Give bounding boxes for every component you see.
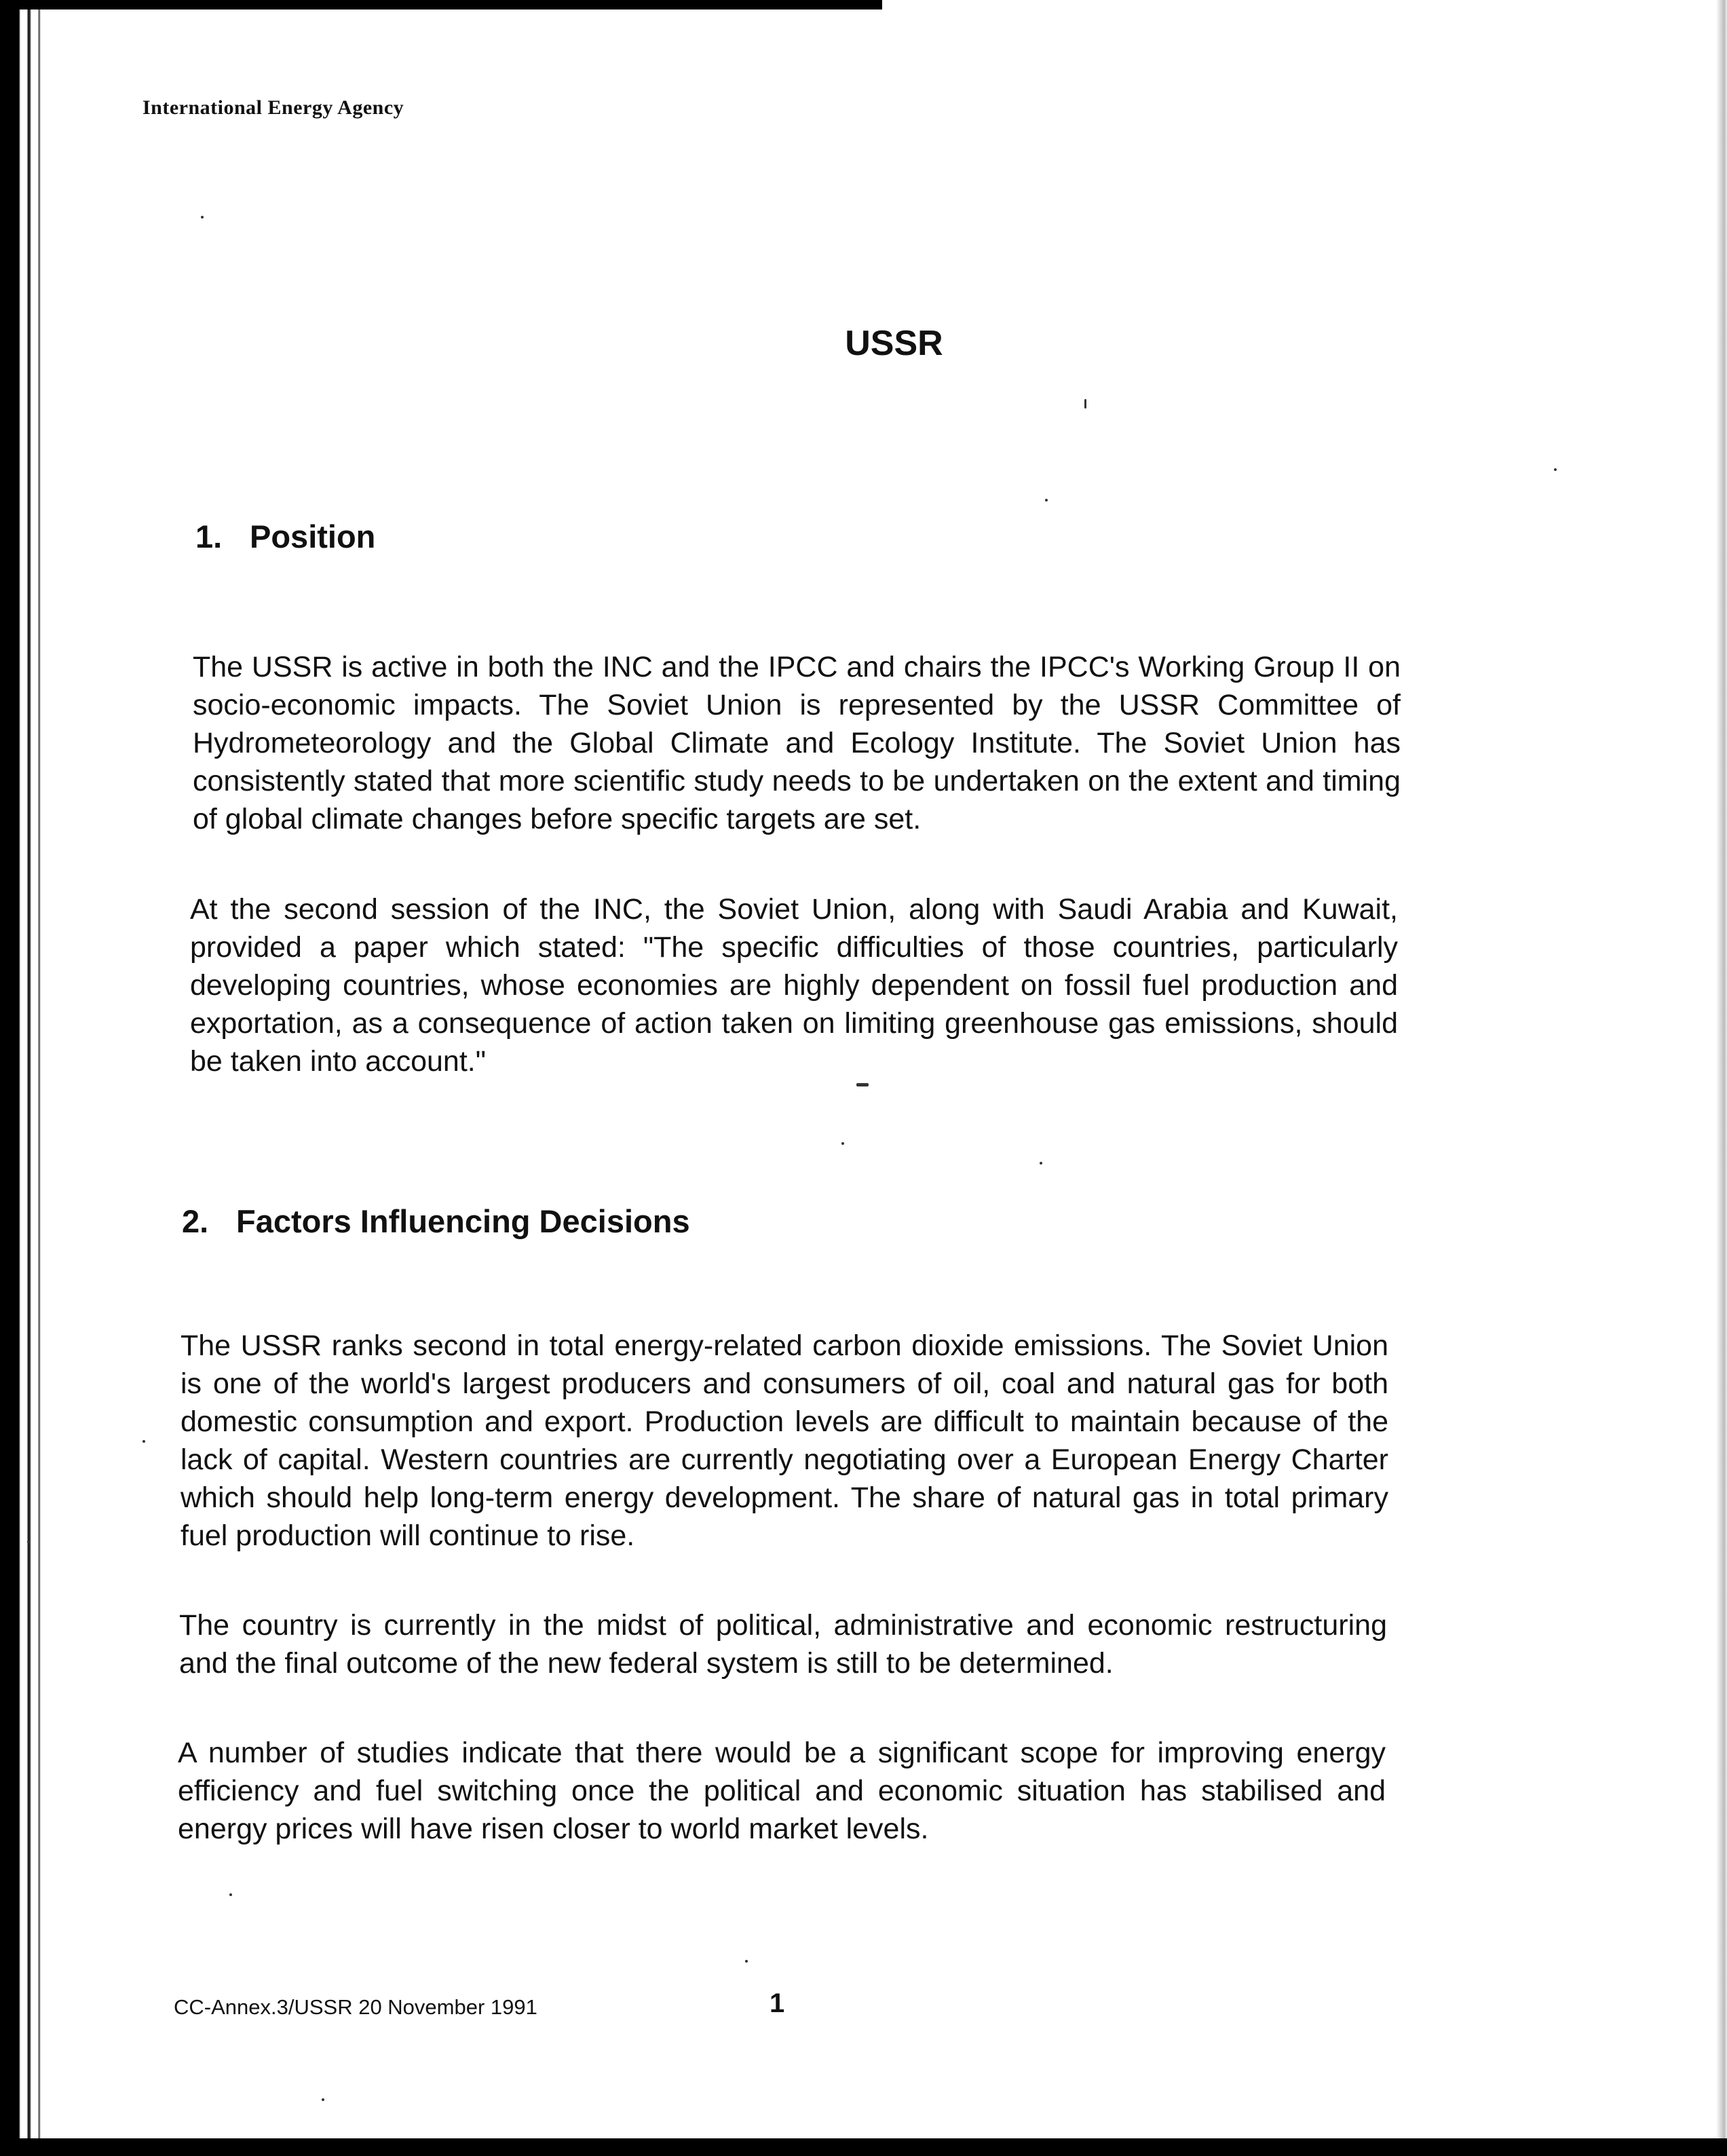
section-title: Position — [250, 518, 376, 554]
paragraph: The USSR is active in both the INC and the IPCC and chairs the IPCC's Working Group II on socio-economic impacts. The Soviet Union is represented by the USSR Committee of Hydrometeorology and the Global Climate and Ecology Institute. The Soviet Union has consistently stated that more scientific study needs to be undertaken on the extent and timing of global climate changes before specific targets are set. — [193, 651, 1401, 835]
paragraph: The country is currently in the midst of political, administrative and economic restructuring and the final outcome of the new federal system is still to be determined. — [179, 1609, 1387, 1680]
section-title: Factors Influencing Decisions — [236, 1203, 690, 1239]
scan-speck — [201, 216, 204, 219]
page-title: USSR — [845, 324, 943, 363]
section-heading-position — [195, 518, 375, 555]
agency-header: International Energy Agency — [143, 96, 404, 119]
scan-speck — [841, 1142, 844, 1145]
scan-speck — [1084, 399, 1086, 409]
scan-speck — [143, 1440, 145, 1443]
scan-speck — [745, 1960, 748, 1963]
scan-speck — [1554, 468, 1557, 471]
paragraph: A number of studies indicate that there would be a significant scope for improving energy efficiency and fuel switching once the political and economic situation has stabilised and energy prices will have risen closer to world market levels. — [178, 1737, 1386, 1845]
scan-speck — [856, 1083, 869, 1086]
scan-speck — [322, 2098, 324, 2101]
page-number: 1 — [770, 1988, 785, 2018]
scan-speck — [229, 1893, 232, 1896]
scan-bottom-edge — [0, 2138, 1727, 2156]
section-number: 2. — [182, 1203, 209, 1239]
document-reference: CC-Annex.3/USSR 20 November 1991 — [174, 1995, 537, 2019]
section-heading-factors — [182, 1203, 690, 1240]
paragraph: At the second session of the INC, the Soviet Union, along with Saudi Arabia and Kuwait, provided a paper which stated: "The specific difficulties of those countries, particularly developing countries, whose economies are highly dependent on fossil fuel production and exportation, as a consequence of action taken on limiting greenhouse gas emissions, should be taken into account." — [190, 893, 1398, 1078]
scan-speck — [1040, 1162, 1042, 1165]
scan-speck — [27, 1540, 30, 1543]
scan-top-edge — [0, 0, 1727, 10]
section-number: 1. — [195, 518, 223, 554]
scan-speck — [1045, 499, 1048, 502]
paragraph: The USSR ranks second in total energy-related carbon dioxide emissions. The Soviet Union is one of the world's largest producers and consumers of oil, coal and natural gas for both domestic consumption and export. Production levels are difficult to maintain because of the lack of capital. Western countries are currently negotiating over a European Energy Charter which should help long-term energy development. The share of natural gas in total primary fuel production will continue to rise. — [181, 1329, 1388, 1552]
